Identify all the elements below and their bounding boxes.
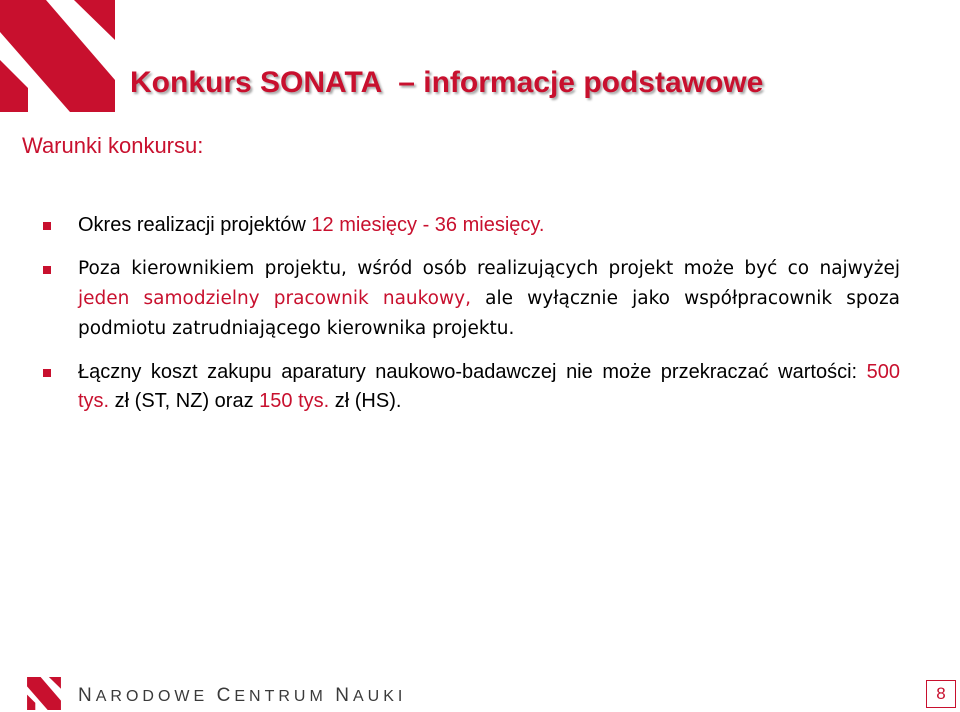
bullet-text: ale wyłącznie jako współpracownik spoza podmiotu zatrudniającego kierownika projektu. xyxy=(78,288,900,339)
ncn-logo-icon xyxy=(0,0,115,112)
title-part-2: informacje podstawowe xyxy=(423,66,764,99)
section-subtitle: Warunki konkursu: xyxy=(22,133,204,158)
bullet-text: Łączny koszt zakupu aparatury naukowo-badawczej nie może przekraczać wartości: xyxy=(78,361,867,383)
bullet-text: Okres realizacji projektów xyxy=(78,214,312,236)
bullet-highlight: 150 tys. xyxy=(259,390,330,412)
bullet-square-icon xyxy=(43,266,51,274)
bullet-text: zł (ST, NZ) oraz xyxy=(109,390,260,412)
bullet-highlight: jeden samodzielny pracownik naukowy, xyxy=(78,288,471,309)
bullet-text: zł (HS). xyxy=(329,390,402,412)
bullet-highlight: 500 tys. xyxy=(78,361,900,412)
bullet-list xyxy=(40,211,900,430)
page-title xyxy=(130,66,763,100)
footer-institution-name: NARODOWE CENTRUM NAUKI xyxy=(78,685,407,706)
ncn-footer-logo-icon xyxy=(27,677,61,710)
bullet-item-team xyxy=(40,254,900,344)
bullet-text: Poza kierownikiem projektu, wśród osób realizujących projekt może być co najwyżej xyxy=(78,258,900,279)
bullet-square-icon xyxy=(43,369,51,377)
title-part-1: Konkurs SONATA xyxy=(130,66,383,99)
bullet-item-equipment xyxy=(40,358,900,416)
bullet-square-icon xyxy=(43,222,51,230)
page-number: 8 xyxy=(926,680,956,708)
title-dash: – xyxy=(398,66,415,99)
bullet-item-duration xyxy=(40,211,900,240)
bullet-highlight: 12 miesięcy - 36 miesięcy. xyxy=(311,214,545,236)
